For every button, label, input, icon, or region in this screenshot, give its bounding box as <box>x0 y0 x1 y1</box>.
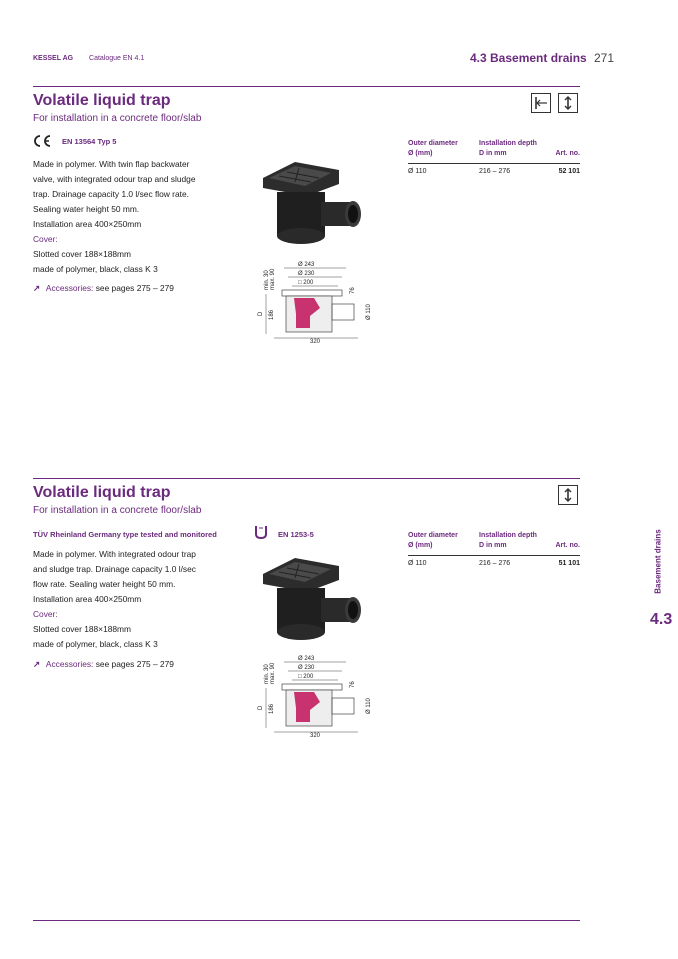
product-description <box>33 547 233 652</box>
dim-max90: max. 90 <box>270 268 276 290</box>
dim-o110: Ø 110 <box>366 698 372 714</box>
cell-art-no: 52 101 <box>558 168 580 175</box>
tuv-label: TÜV Rheinland Germany type tested and monitored <box>33 530 217 539</box>
cell-depth: 216 – 276 <box>479 560 511 567</box>
dim-d230: Ø 230 <box>298 271 315 277</box>
accessories-text: see pages 275 – 279 <box>95 659 174 669</box>
desc-line: Installation area 400×250mm <box>33 219 142 229</box>
height-adjust-icon <box>558 93 578 113</box>
dim-200: □ 200 <box>298 280 314 286</box>
dim-d: D <box>258 705 264 710</box>
dim-max90: max. 90 <box>270 662 276 684</box>
cover-label: Cover: <box>33 234 58 244</box>
desc-line: and sludge trap. Drainage capacity 1.0 l/sec <box>33 564 196 574</box>
col-header-installation-depth: Installation depth D in mm <box>479 139 550 164</box>
dim-320: 320 <box>310 339 321 345</box>
desc-line: flow rate. Sealing water height 50 mm. <box>33 579 176 589</box>
backwater-valve-icon <box>531 93 551 113</box>
accessories-label: Accessories: <box>45 283 94 293</box>
dim-186: 186 <box>269 703 275 714</box>
side-tab <box>652 527 664 597</box>
dim-min30: min. 30 <box>264 270 270 290</box>
side-tab-label: Basement drains <box>653 529 663 594</box>
dim-76: 76 <box>350 681 356 688</box>
product-description <box>33 157 233 277</box>
catalogue-label: Catalogue EN 4.1 <box>89 55 145 62</box>
cover-line: Slotted cover 188×188mm <box>33 624 131 634</box>
page-number: 271 <box>594 51 615 65</box>
height-adjust-icon <box>558 485 578 505</box>
col-header-installation-depth: Installation depth D in mm <box>479 531 550 556</box>
col-header-art-no: Art. no. <box>550 139 580 164</box>
arrow-icon: ↗ <box>33 659 41 669</box>
cover-line: made of polymer, black, class K 3 <box>33 639 158 649</box>
side-tab-number: 4.3 <box>650 611 673 628</box>
technical-drawing <box>254 652 379 740</box>
product-subtitle: For installation in a concrete floor/slab <box>33 505 202 516</box>
desc-line: Installation area 400×250mm <box>33 594 142 604</box>
spec-table <box>408 531 580 567</box>
standard-label: EN 1253-5 <box>278 530 314 539</box>
dim-d243: Ø 243 <box>298 656 315 662</box>
cover-label: Cover: <box>33 609 58 619</box>
header-rule <box>33 86 580 87</box>
standard-label: EN 13564 Typ 5 <box>62 137 117 146</box>
dim-o110: Ø 110 <box>366 304 372 320</box>
technical-drawing <box>254 258 379 346</box>
cell-diameter: Ø 110 <box>408 560 427 567</box>
product-title: Volatile liquid trap <box>33 484 171 501</box>
accessories-link[interactable] <box>33 659 174 669</box>
accessories-text: see pages 275 – 279 <box>95 283 174 293</box>
dim-d: D <box>258 311 264 316</box>
dim-320: 320 <box>310 733 321 739</box>
tuv-icon <box>254 524 268 540</box>
cover-line: Slotted cover 188×188mm <box>33 249 131 259</box>
section-rule <box>33 478 580 479</box>
desc-line: Made in polymer. With integrated odour trap <box>33 549 196 559</box>
footer-rule <box>33 920 580 921</box>
arrow-icon: ↗ <box>33 283 41 293</box>
desc-line: trap. Drainage capacity 1.0 l/sec flow rate. <box>33 189 189 199</box>
product-subtitle: For installation in a concrete floor/slab <box>33 113 202 124</box>
dim-min30: min. 30 <box>264 664 270 684</box>
col-header-outer-diameter: Outer diameter Ø (mm) <box>408 139 479 164</box>
accessories-label: Accessories: <box>45 659 94 669</box>
header-left <box>33 55 144 62</box>
product-photo <box>255 156 367 252</box>
ce-mark-icon <box>33 134 53 148</box>
accessories-link[interactable] <box>33 283 174 293</box>
dim-200: □ 200 <box>298 674 314 680</box>
dim-76: 76 <box>350 287 356 294</box>
desc-line: Made in polymer. With twin flap backwater <box>33 159 190 169</box>
cell-depth: 216 – 276 <box>479 168 511 175</box>
dim-d243: Ø 243 <box>298 262 315 268</box>
table-row <box>408 164 580 176</box>
cover-line: made of polymer, black, class K 3 <box>33 264 158 274</box>
product-title: Volatile liquid trap <box>33 92 171 109</box>
desc-line: Sealing water height 50 mm. <box>33 204 140 214</box>
dim-186: 186 <box>269 309 275 320</box>
col-header-art-no: Art. no. <box>550 531 580 556</box>
product-photo <box>255 552 367 648</box>
dim-d230: Ø 230 <box>298 665 315 671</box>
cell-diameter: Ø 110 <box>408 168 427 175</box>
desc-line: valve, with integrated odour trap and sludge <box>33 174 196 184</box>
table-row <box>408 556 580 568</box>
spec-table <box>408 139 580 175</box>
company-name: KESSEL AG <box>33 55 74 62</box>
col-header-outer-diameter: Outer diameter Ø (mm) <box>408 531 479 556</box>
section-title: 4.3 Basement drains <box>470 51 587 65</box>
cell-art-no: 51 101 <box>558 560 580 567</box>
